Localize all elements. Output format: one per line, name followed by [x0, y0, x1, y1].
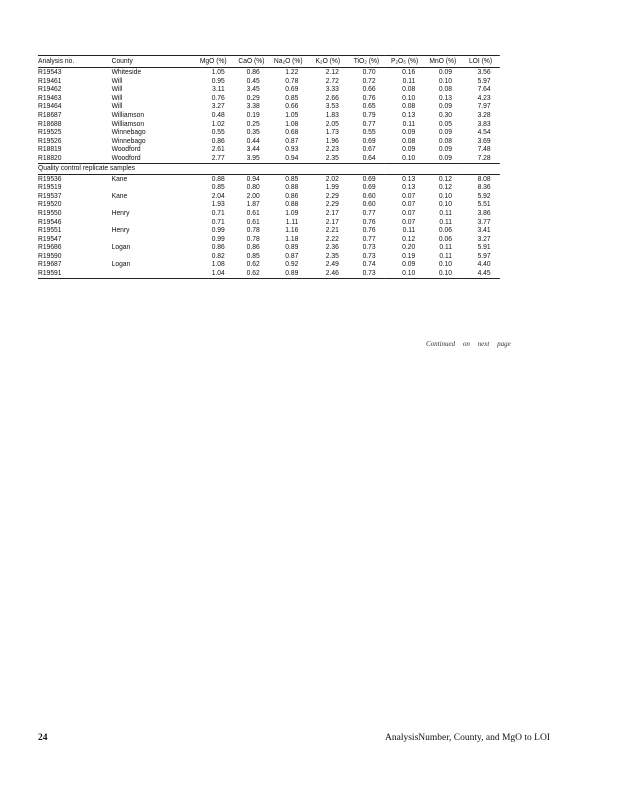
cell-mgo: 1.93: [211, 200, 225, 209]
cell-analysis-no: R18820: [38, 153, 62, 162]
cell-loi: 3.83: [477, 119, 491, 128]
cell-mno: 0.12: [438, 183, 452, 192]
cell-mgo: 0.85: [211, 183, 225, 192]
header-county: County: [112, 56, 193, 68]
cell-mno: 0.08: [438, 85, 452, 94]
cell-cao: 3.95: [246, 153, 260, 162]
cell-mno: 0.06: [438, 234, 452, 243]
cell-k2o: 2.36: [325, 243, 339, 252]
cell-county: Will: [111, 93, 123, 102]
cell-na2o: 1.16: [285, 226, 299, 235]
cell-tio2: 0.76: [362, 217, 376, 226]
cell-p2o5: 0.10: [402, 93, 416, 102]
cell-mno: 0.06: [438, 226, 452, 235]
cell-cao: 0.61: [246, 208, 260, 217]
cell-k2o: 2.17: [325, 217, 339, 226]
cell-analysis-no: R19551: [38, 226, 62, 235]
cell-analysis-no: R19590: [38, 251, 62, 260]
cell-cao: 0.86: [246, 67, 260, 76]
cell-mgo: 2.61: [211, 145, 225, 154]
cell-loi: 3.69: [477, 136, 491, 145]
cell-loi: 3.56: [477, 67, 491, 76]
table-row: [38, 120, 500, 129]
cell-na2o: 0.89: [285, 243, 299, 252]
header-analysis-no: Analysis no.: [38, 56, 112, 68]
header-p2o5: P₂O₅ (%): [385, 56, 425, 68]
cell-county: Kane: [111, 174, 128, 183]
cell-mno: 0.10: [424, 269, 461, 278]
cell-county: Woodford: [111, 145, 141, 154]
cell-cao: 1.87: [246, 200, 260, 209]
cell-county: Will: [111, 76, 123, 85]
cell-k2o: 2.49: [325, 260, 339, 269]
cell-mgo: 0.71: [211, 217, 225, 226]
cell-p2o5: 0.13: [402, 110, 416, 119]
table-row: [38, 235, 500, 244]
cell-na2o: 0.69: [285, 85, 299, 94]
cell-k2o: 2.05: [325, 119, 339, 128]
cell-mno: 0.10: [438, 260, 452, 269]
cell-k2o: 3.33: [325, 85, 339, 94]
cell-tio2: 0.72: [362, 76, 376, 85]
cell-analysis-no: R19463: [38, 93, 62, 102]
cell-loi: 7.48: [477, 145, 491, 154]
cell-mno: 0.11: [439, 243, 452, 252]
cell-mno: 0.09: [438, 67, 452, 76]
header-na2o: Na₂O (%): [269, 56, 308, 68]
cell-cao: 0.62: [246, 260, 260, 269]
cell-mno: 0.09: [438, 153, 452, 162]
cell-analysis-no: R19520: [38, 200, 62, 209]
cell-na2o: 0.87: [285, 136, 299, 145]
cell-na2o: 0.92: [285, 260, 299, 269]
cell-mgo: 0.99: [211, 226, 225, 235]
table-row: [38, 200, 500, 209]
cell-analysis-no: R19464: [38, 102, 62, 111]
cell-loi: 7.28: [477, 153, 491, 162]
cell-k2o: 2.21: [325, 226, 339, 235]
cell-k2o: 2.72: [325, 76, 339, 85]
cell-county: [112, 218, 193, 227]
header-mno: MnO (%): [424, 56, 461, 68]
cell-county: Winnebago: [111, 128, 146, 137]
table-row: [38, 252, 500, 261]
cell-mgo: 1.04: [193, 269, 234, 278]
cell-county: Logan: [111, 243, 131, 252]
cell-k2o: 2.35: [325, 251, 339, 260]
cell-k2o: 2.66: [325, 93, 339, 102]
cell-na2o: 0.85: [285, 93, 299, 102]
cell-p2o5: 0.19: [402, 251, 416, 260]
cell-mgo: 0.48: [211, 110, 225, 119]
table-row: [38, 137, 500, 146]
cell-mgo: 1.05: [211, 67, 225, 76]
cell-loi: 7.97: [477, 102, 491, 111]
cell-k2o: 1.99: [325, 183, 339, 192]
cell-tio2: 0.77: [362, 119, 376, 128]
cell-cao: 0.44: [246, 136, 260, 145]
cell-cao: 0.78: [246, 226, 260, 235]
cell-mgo: 1.02: [211, 119, 225, 128]
cell-tio2: 0.64: [362, 153, 376, 162]
cell-na2o: 1.09: [285, 208, 299, 217]
cell-p2o5: 0.07: [402, 217, 416, 226]
cell-mgo: 2.04: [211, 191, 225, 200]
cell-loi: 5.91: [477, 243, 491, 252]
cell-na2o: 1.22: [285, 67, 299, 76]
cell-na2o: 0.66: [285, 102, 299, 111]
cell-county: Henry: [111, 226, 130, 235]
cell-analysis-no: R19543: [38, 67, 62, 76]
cell-p2o5: 0.07: [402, 191, 416, 200]
cell-k2o: 2.23: [325, 145, 339, 154]
cell-cao: 3.45: [246, 85, 260, 94]
cell-analysis-no: R19537: [38, 191, 62, 200]
cell-loi: 4.40: [477, 260, 491, 269]
cell-mgo: 0.88: [211, 174, 225, 183]
cell-loi: 4.23: [477, 93, 491, 102]
cell-na2o: 0.85: [285, 174, 299, 183]
cell-tio2: 0.60: [362, 191, 376, 200]
table-row: [38, 209, 500, 218]
cell-na2o: 1.08: [285, 119, 299, 128]
cell-k2o: 2.17: [325, 208, 339, 217]
cell-mgo: 0.95: [211, 76, 225, 85]
cell-county: Whiteside: [111, 67, 142, 76]
cell-mgo: 0.76: [211, 93, 225, 102]
cell-p2o5: 0.16: [402, 67, 416, 76]
cell-mno: 0.10: [438, 200, 452, 209]
cell-k2o: 2.29: [325, 191, 339, 200]
cell-county: Williamson: [111, 110, 145, 119]
cell-analysis-no: R19546: [38, 217, 62, 226]
cell-mgo: 0.86: [211, 136, 225, 145]
cell-mgo: 1.08: [211, 260, 225, 269]
cell-mno: 0.30: [438, 110, 452, 119]
cell-cao: 0.25: [246, 119, 260, 128]
table-row: [38, 94, 500, 103]
cell-analysis-no: R19591: [38, 269, 112, 278]
cell-mgo: 0.82: [211, 251, 225, 260]
cell-tio2: 0.77: [362, 208, 376, 217]
cell-p2o5: 0.13: [402, 174, 416, 183]
cell-p2o5: 0.12: [402, 234, 416, 243]
cell-k2o: 2.29: [325, 200, 339, 209]
cell-analysis-no: R19687: [38, 260, 62, 269]
cell-mgo: 0.71: [211, 208, 225, 217]
cell-p2o5: 0.10: [385, 269, 425, 278]
cell-na2o: 1.11: [285, 217, 299, 226]
cell-p2o5: 0.09: [402, 128, 416, 137]
cell-cao: 0.85: [246, 251, 260, 260]
cell-loi: 8.36: [477, 183, 491, 192]
cell-mgo: 2.77: [211, 153, 225, 162]
table-row: [38, 145, 500, 154]
cell-loi: 3.28: [477, 110, 491, 119]
cell-cao: 0.29: [246, 93, 260, 102]
cell-na2o: 0.78: [285, 76, 299, 85]
cell-cao: 2.00: [246, 191, 260, 200]
cell-county: Winnebago: [111, 136, 146, 145]
cell-county: Kane: [111, 191, 128, 200]
cell-county: [112, 200, 193, 209]
cell-analysis-no: R19461: [38, 76, 62, 85]
cell-tio2: 0.69: [362, 136, 376, 145]
cell-analysis-no: R19547: [38, 234, 62, 243]
cell-loi: 5.51: [477, 200, 491, 209]
cell-mno: 0.09: [438, 145, 452, 154]
cell-k2o: 2.46: [308, 269, 348, 278]
cell-na2o: 0.86: [285, 191, 299, 200]
header-k2o: K₂O (%): [308, 56, 348, 68]
cell-tio2: 0.73: [348, 269, 385, 278]
cell-p2o5: 0.20: [402, 243, 416, 252]
cell-county: [112, 269, 193, 278]
cell-na2o: 1.18: [285, 234, 299, 243]
cell-cao: 0.86: [246, 243, 260, 252]
cell-cao: 3.38: [246, 102, 260, 111]
cell-tio2: 0.79: [362, 110, 376, 119]
cell-p2o5: 0.11: [402, 226, 416, 235]
table-row: [38, 218, 500, 227]
cell-cao: 0.35: [246, 128, 260, 137]
cell-mno: 0.10: [438, 191, 452, 200]
cell-na2o: 0.94: [285, 153, 299, 162]
cell-tio2: 0.69: [362, 174, 376, 183]
cell-na2o: 0.89: [269, 269, 308, 278]
cell-k2o: 2.35: [325, 153, 339, 162]
cell-county: [112, 183, 193, 192]
cell-tio2: 0.73: [362, 243, 376, 252]
cell-analysis-no: R18688: [38, 119, 62, 128]
table-row: [38, 269, 500, 278]
cell-county: [112, 252, 193, 261]
table-row: [38, 111, 500, 120]
table-row: [38, 243, 500, 252]
cell-k2o: 2.12: [325, 67, 339, 76]
cell-mno: 0.13: [438, 93, 452, 102]
cell-loi: 4.45: [461, 269, 500, 278]
cell-mno: 0.10: [438, 76, 452, 85]
cell-mno: 0.08: [438, 136, 452, 145]
cell-analysis-no: R18819: [38, 145, 62, 154]
cell-cao: 0.45: [246, 76, 260, 85]
cell-county: Logan: [111, 260, 131, 269]
cell-mno: 0.09: [438, 128, 452, 137]
cell-mgo: 3.11: [212, 85, 225, 94]
table-row: [38, 85, 500, 94]
cell-na2o: 0.68: [285, 128, 299, 137]
cell-cao: 0.61: [246, 217, 260, 226]
cell-loi: 4.54: [477, 128, 491, 137]
table-row: [38, 260, 500, 269]
cell-loi: 3.27: [477, 234, 491, 243]
cell-k2o: 2.22: [325, 234, 339, 243]
cell-na2o: 0.93: [285, 145, 299, 154]
cell-p2o5: 0.08: [402, 85, 416, 94]
cell-k2o: 1.73: [325, 128, 339, 137]
cell-analysis-no: R18687: [38, 110, 62, 119]
table-row: [38, 77, 500, 86]
cell-p2o5: 0.08: [402, 136, 416, 145]
cell-cao: 0.94: [246, 174, 260, 183]
cell-analysis-no: R19526: [38, 136, 62, 145]
cell-county: Will: [111, 85, 123, 94]
cell-k2o: 1.83: [325, 110, 339, 119]
cell-na2o: 1.05: [285, 110, 299, 119]
cell-na2o: 0.87: [285, 251, 299, 260]
qc-section: [38, 163, 500, 174]
cell-analysis-no: R19462: [38, 85, 62, 94]
cell-tio2: 0.70: [362, 67, 376, 76]
cell-tio2: 0.77: [362, 234, 376, 243]
cell-county: [112, 235, 193, 244]
header-loi: LOI (%): [461, 56, 500, 68]
main-samples-body: [38, 68, 500, 164]
cell-county: Williamson: [111, 119, 145, 128]
cell-p2o5: 0.07: [402, 200, 416, 209]
footer-title: AnalysisNumber, County, and MgO to LOI: [385, 733, 550, 743]
cell-cao: 0.62: [234, 269, 269, 278]
table-row: [38, 192, 500, 201]
cell-tio2: 0.69: [362, 183, 376, 192]
cell-loi: 3.86: [477, 208, 491, 217]
table-row: [38, 226, 500, 235]
cell-cao: 0.78: [246, 234, 260, 243]
header-mgo: MgO (%): [193, 56, 234, 68]
cell-p2o5: 0.11: [402, 119, 416, 128]
cell-mgo: 3.27: [211, 102, 225, 111]
cell-mgo: 0.55: [211, 128, 225, 137]
continued-note: Continued on next page: [426, 340, 511, 348]
cell-p2o5: 0.07: [402, 208, 416, 217]
cell-mgo: 0.86: [211, 243, 225, 252]
cell-county: Henry: [111, 208, 130, 217]
cell-mno: 0.05: [438, 119, 452, 128]
cell-cao: 0.19: [246, 110, 260, 119]
cell-loi: 5.97: [477, 251, 491, 260]
cell-analysis-no: R19686: [38, 243, 62, 252]
cell-mgo: 0.99: [211, 234, 225, 243]
cell-county: Woodford: [111, 153, 141, 162]
cell-tio2: 0.73: [362, 251, 376, 260]
cell-tio2: 0.55: [362, 128, 376, 137]
cell-p2o5: 0.10: [402, 153, 416, 162]
cell-tio2: 0.76: [362, 93, 376, 102]
cell-p2o5: 0.09: [402, 260, 416, 269]
table-row: [38, 68, 500, 77]
qc-samples-body: [38, 174, 500, 278]
cell-mno: 0.09: [438, 102, 452, 111]
table-row: [38, 154, 500, 163]
cell-k2o: 2.02: [325, 174, 339, 183]
header-tio2: TiO₂ (%): [348, 56, 385, 68]
cell-analysis-no: R19550: [38, 208, 62, 217]
cell-p2o5: 0.13: [402, 183, 416, 192]
cell-loi: 3.41: [477, 226, 491, 235]
cell-loi: 5.92: [477, 191, 491, 200]
cell-mno: 0.11: [439, 208, 452, 217]
cell-analysis-no: R19519: [38, 183, 62, 192]
cell-p2o5: 0.08: [402, 102, 416, 111]
section-label: Quality control replicate samples: [38, 163, 500, 174]
section-row: [38, 163, 500, 174]
cell-county: Will: [111, 102, 123, 111]
cell-tio2: 0.74: [362, 260, 376, 269]
table-row: [38, 128, 500, 137]
cell-tio2: 0.66: [362, 85, 376, 94]
cell-loi: 5.97: [477, 76, 491, 85]
cell-k2o: 3.53: [325, 102, 339, 111]
cell-tio2: 0.65: [362, 102, 376, 111]
cell-na2o: 0.88: [285, 200, 299, 209]
table-row: [38, 174, 500, 183]
cell-loi: 7.64: [477, 85, 491, 94]
cell-loi: 3.77: [477, 217, 491, 226]
cell-na2o: 0.88: [285, 183, 299, 192]
cell-mno: 0.11: [439, 217, 452, 226]
cell-mno: 0.12: [438, 174, 452, 183]
cell-p2o5: 0.09: [402, 145, 416, 154]
table-row: [38, 183, 500, 192]
page-number: 24: [38, 733, 48, 743]
cell-cao: 0.80: [246, 183, 260, 192]
cell-analysis-no: R19536: [38, 174, 62, 183]
cell-cao: 3.44: [246, 145, 260, 154]
table-header-row: [38, 56, 500, 68]
cell-tio2: 0.67: [362, 145, 376, 154]
cell-mno: 0.11: [439, 251, 452, 260]
cell-loi: 8.08: [477, 174, 491, 183]
table-row: [38, 102, 500, 111]
header-cao: CaO (%): [234, 56, 269, 68]
cell-analysis-no: R19525: [38, 128, 62, 137]
geochemistry-table: [38, 55, 500, 279]
cell-tio2: 0.60: [362, 200, 376, 209]
cell-tio2: 0.76: [362, 226, 376, 235]
cell-k2o: 1.96: [325, 136, 339, 145]
cell-p2o5: 0.11: [402, 76, 416, 85]
